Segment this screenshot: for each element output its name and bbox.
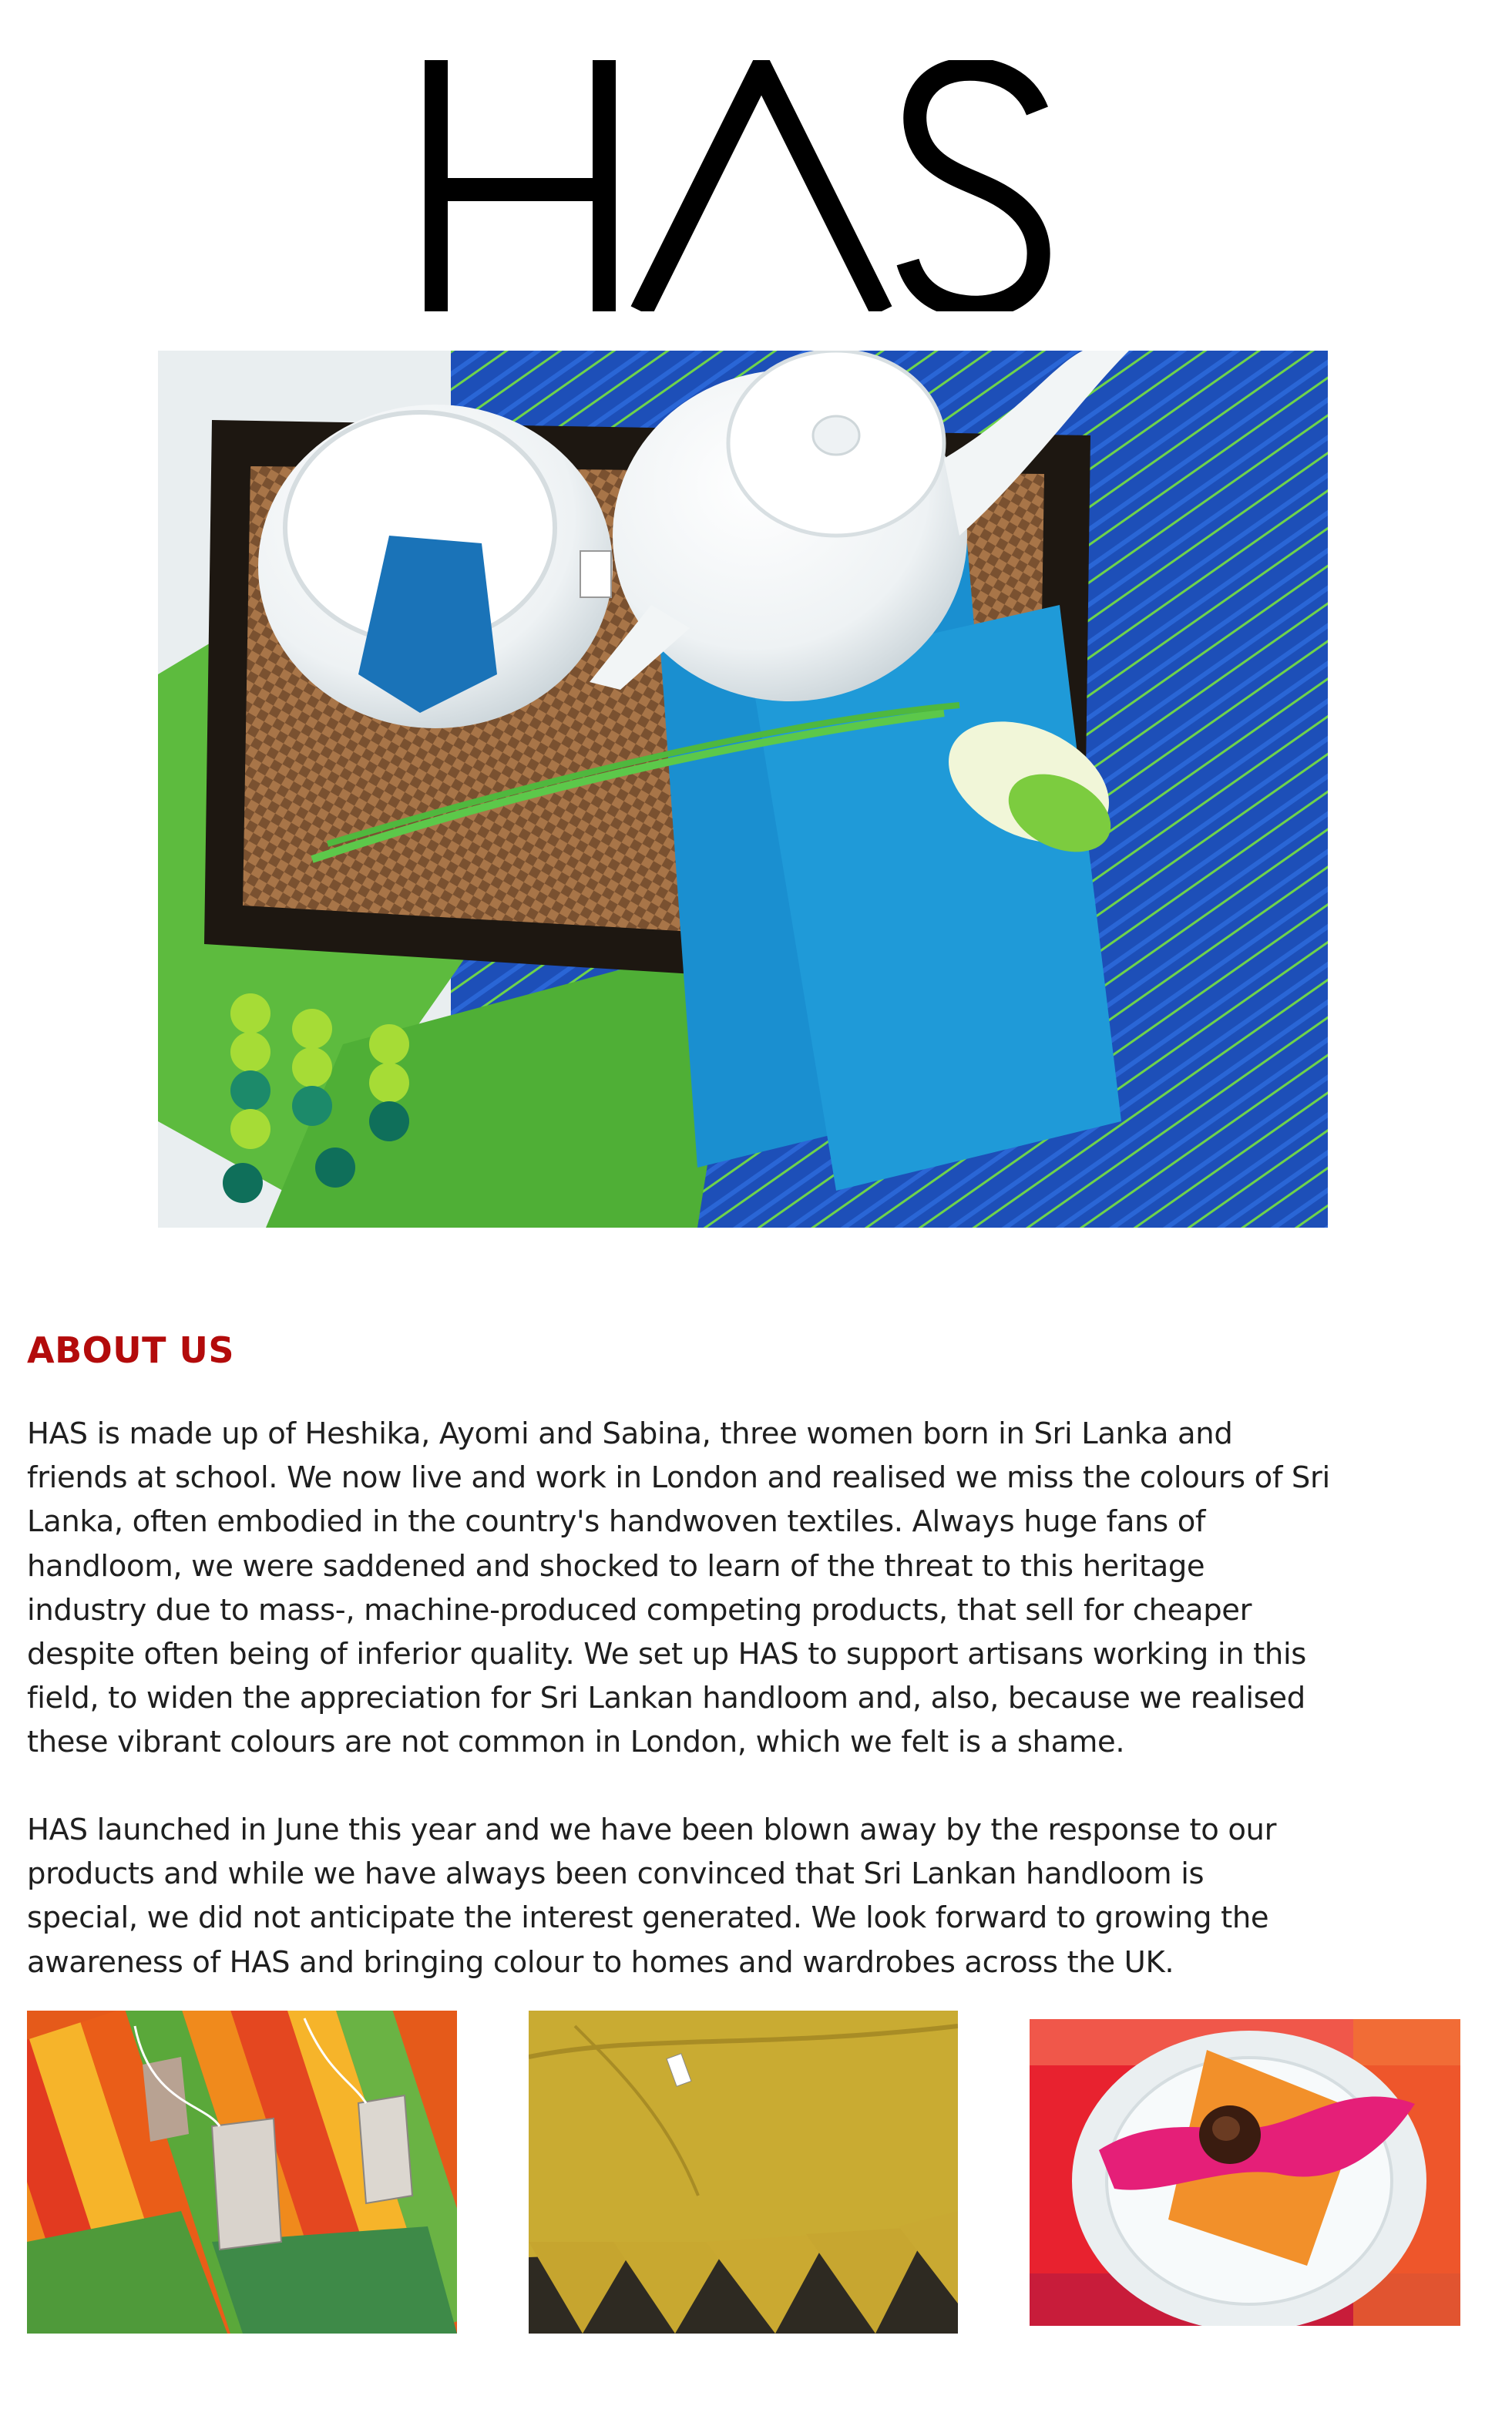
about-paragraph-2: HAS launched in June this year and we have been blown away by the response to our products and while we have always been convinced that Sri Lankan handloom is special, we did not anticipate the interest generated. We look forward to growing the awareness of HAS and bringing colour to homes and wardrobes across the UK. — [27, 1813, 1277, 1980]
photo-yellow-napkins — [529, 2011, 958, 2334]
hero-photo-tea-set — [158, 351, 1328, 1228]
has-logo — [422, 60, 1054, 311]
photo-rolled-mats — [27, 2011, 457, 2334]
about-us-heading: ABOUT US — [27, 1329, 234, 1371]
photo-plate-setting — [1030, 2019, 1460, 2326]
about-paragraph-1: HAS is made up of Heshika, Ayomi and Sabina, three women born in Sri Lanka and friends at school. We now live and work in London and realised we miss the colours of Sri Lanka, often embodied in the country's handwoven textiles. Always huge fans of handloom, we were saddened and shocked to learn of the threat to this heritage industry due to mass-, machine-produced competing products, that sell for cheaper despite often being of inferior quality. We set up HAS to support artisans working in this field, to widen the appreciation for Sri Lankan handloom and, also, because we realised these vibrant colours are not common in London, which we felt is a shame. — [27, 1416, 1330, 1760]
